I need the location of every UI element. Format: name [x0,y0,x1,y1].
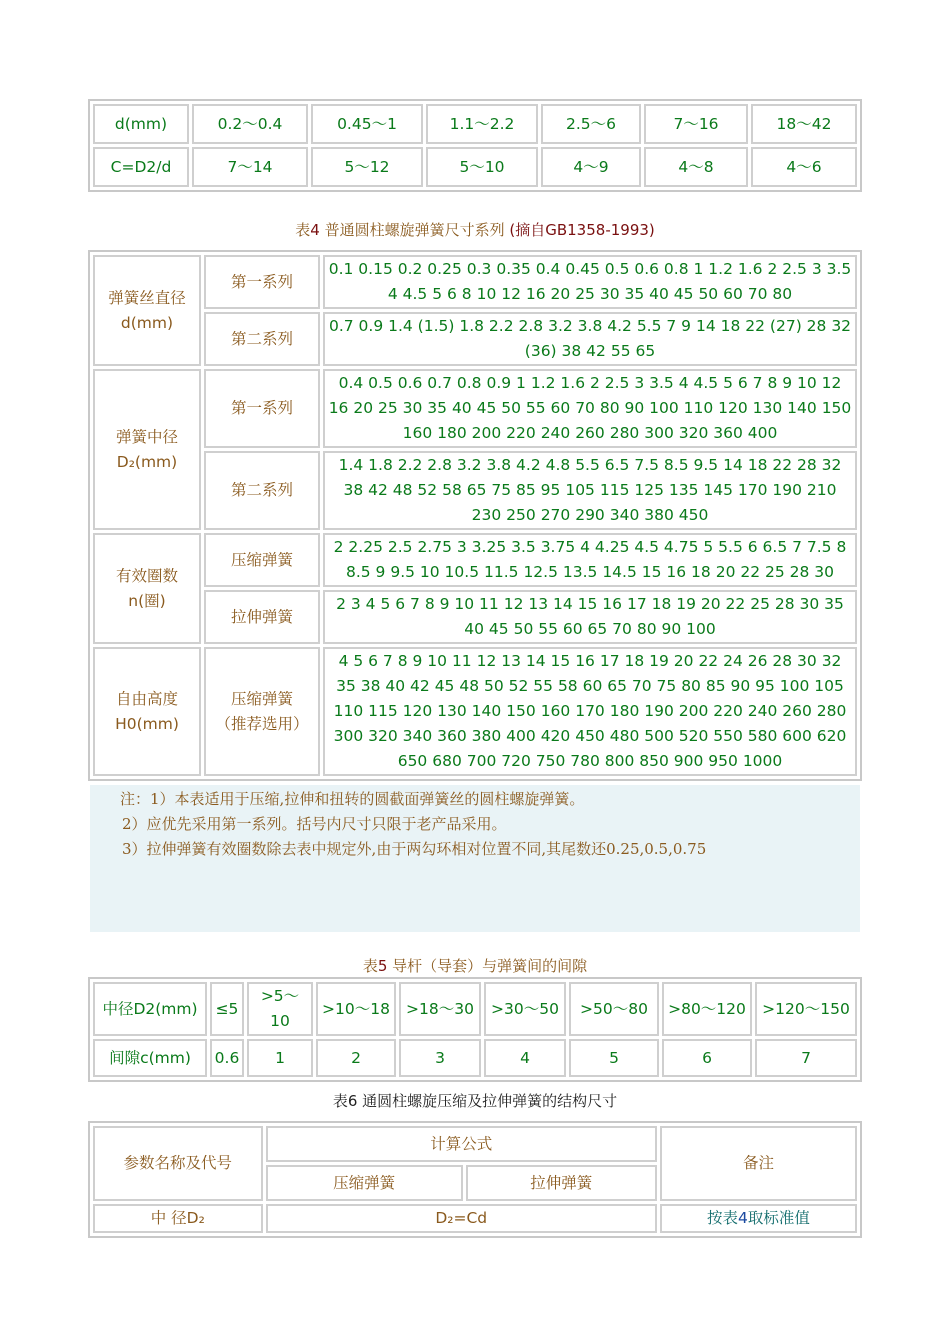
series-label: 第二系列 [204,312,320,366]
group-label-line1: 有效圈数 [115,566,178,585]
table-cell: 7～14 [192,147,308,187]
series-values: 0.4 0.5 0.6 0.7 0.8 0.9 1 1.2 1.6 2 2.5 3 3.5 4 4.5 5 6 7 8 9 10 12 16 20 25 30 35 40 45 50 55 60 70 80 90 100 110 120 130 140 150 160 180 200 220 240 260 280 300 320 360 400 [323,369,857,448]
series-values: 0.1 0.15 0.2 0.25 0.3 0.35 0.4 0.45 0.5 0.6 0.8 1 1.2 1.6 2 2.5 3 3.5 4 4.5 5 6 8 10 12 16 20 25 30 35 40 45 50 60 70 80 [323,255,857,309]
caption-prefix: 表 [332,1092,348,1110]
table5-caption [0,955,950,976]
caption-prefix: 表 [295,221,311,239]
group-label-line2: n(圈) [128,591,166,610]
series-label: 压缩弹簧 [204,533,320,587]
group-label [93,369,201,530]
table-cell: 2.5～6 [541,104,641,144]
table-cell: >80～120 [662,982,752,1036]
series-label: 第一系列 [204,369,320,448]
group-label [93,647,201,776]
table-cell: 5～10 [426,147,538,187]
table-cell: ≤5 [210,982,244,1036]
spring-size-series-table [88,250,862,781]
table-cell: 7 [755,1039,857,1077]
table-cell: 0.2～0.4 [192,104,308,144]
table-cell: 中径D2(mm) [93,982,207,1036]
table-cell: d(mm) [93,104,189,144]
spring-index-table [88,99,862,192]
table-cell: >18～30 [399,982,481,1036]
series-label: 拉伸弹簧 [204,590,320,644]
table-cell: C=D2/d [93,147,189,187]
note-number: 4 [738,1209,748,1227]
series-label: 第二系列 [204,451,320,530]
group-label-line2: H0(mm) [115,714,179,733]
series-values: 1.4 1.8 2.2 2.8 3.2 3.8 4.2 4.8 5.5 6.5 7.5 8.5 9.5 14 18 22 28 32 38 42 48 52 58 65 75 85 95 105 115 125 135 145 170 190 210 230 250 270 290 340 380 450 [323,451,857,530]
structure-size-table [88,1121,862,1238]
series-values: 0.7 0.9 1.4 (1.5) 1.8 2.2 2.8 3.2 3.8 4.2 5.5 7 9 14 18 22 (27) 28 32 (36) 38 42 55 65 [323,312,857,366]
group-label [93,255,201,366]
note-line: 注：1）本表适用于压缩,拉伸和扭转的圆截面弹簧丝的圆柱螺旋弹簧。 [120,790,585,808]
table-cell: 5～12 [311,147,423,187]
caption-text: 导杆（导套）与弹簧间的间隙 [392,957,588,975]
caption-number: 5 [377,957,388,975]
table-cell: 5 [569,1039,659,1077]
group-label-line1: 自由高度 [115,689,178,708]
table-cell: 18～42 [751,104,857,144]
table-cell: 0.45～1 [311,104,423,144]
table-cell: 间隙c(mm) [93,1039,207,1077]
col-param-header: 参数名称及代号 [93,1126,263,1201]
series-label [204,647,320,776]
param-cell: 中 径D₂ [93,1204,263,1233]
group-label-line2: D₂(mm) [116,452,178,471]
caption-source: (摘自GB1358-1993) [509,221,655,239]
table-cell: 6 [662,1039,752,1077]
table-cell: 3 [399,1039,481,1077]
table-cell: 0.6 [210,1039,244,1077]
table-cell: >10～18 [316,982,396,1036]
caption-text: 普通圆柱螺旋弹簧尺寸系列 [324,221,505,239]
note-suffix: 取标准值 [747,1209,810,1227]
caption-prefix: 表 [362,957,378,975]
col-tension-header: 拉伸弹簧 [466,1165,657,1201]
caption-text: 通圆柱螺旋压缩及拉伸弹簧的结构尺寸 [362,1092,618,1110]
table4-caption [0,219,950,240]
table-cell: >50～80 [569,982,659,1036]
formula-cell: D₂=Cd [266,1204,657,1233]
note-prefix: 按表 [707,1209,739,1227]
group-label [93,533,201,644]
table-cell: 4～9 [541,147,641,187]
caption-number: 6 [347,1092,358,1110]
clearance-table [88,977,862,1082]
note-line: 3）拉伸弹簧有效圈数除去表中规定外,由于两勾环相对位置不同,其尾数还0.25,0.5,0.75 [122,840,707,858]
col-formula-header: 计算公式 [266,1126,657,1162]
group-label-line1: 弹簧丝直径 [108,288,186,307]
series-label-sub: （推荐选用） [215,714,309,733]
table-cell: >120～150 [755,982,857,1036]
note-cell [660,1204,857,1233]
table-cell: >30～50 [484,982,566,1036]
group-label-line2: d(mm) [120,313,174,332]
table-cell: 4～6 [751,147,857,187]
series-values: 2 3 4 5 6 7 8 9 10 11 12 13 14 15 16 17 18 19 20 22 25 28 30 35 40 45 50 55 60 65 70 80 90 100 [323,590,857,644]
table-cell: 4 [484,1039,566,1077]
caption-number: 4 [310,221,320,239]
series-values: 2 2.25 2.5 2.75 3 3.25 3.5 3.75 4 4.25 4.5 4.75 5 5.5 6 6.5 7 7.5 8 8.5 9 9.5 10 10.5 11.5 12.5 13.5 14.5 15 16 18 20 22 25 28 30 [323,533,857,587]
col-note-header: 备注 [660,1126,857,1201]
table-cell: 1.1～2.2 [426,104,538,144]
table-cell: 7～16 [644,104,748,144]
note-line: 2）应优先采用第一系列。括号内尺寸只限于老产品采用。 [122,815,507,833]
col-compress-header: 压缩弹簧 [266,1165,463,1201]
table-cell: 4～8 [644,147,748,187]
table-cell: 2 [316,1039,396,1077]
series-label: 第一系列 [204,255,320,309]
table-cell: >5～10 [247,982,313,1036]
group-label-line1: 弹簧中径 [115,427,178,446]
table-cell: 1 [247,1039,313,1077]
series-label-main: 压缩弹簧 [230,689,293,708]
series-values: 4 5 6 7 8 9 10 11 12 13 14 15 16 17 18 19 20 22 24 26 28 30 32 35 38 40 42 45 48 50 52 55 58 60 65 70 75 80 85 90 95 100 105 110 115 120 130 140 150 160 170 180 190 200 220 240 260 280 300 320 340 360 380 400 420 450 480 500 520 550 580 600 620 650 680 700 720 750 780 800 850 900 950 1000 [323,647,857,776]
table6-caption [0,1090,950,1111]
notes-panel [90,785,860,932]
